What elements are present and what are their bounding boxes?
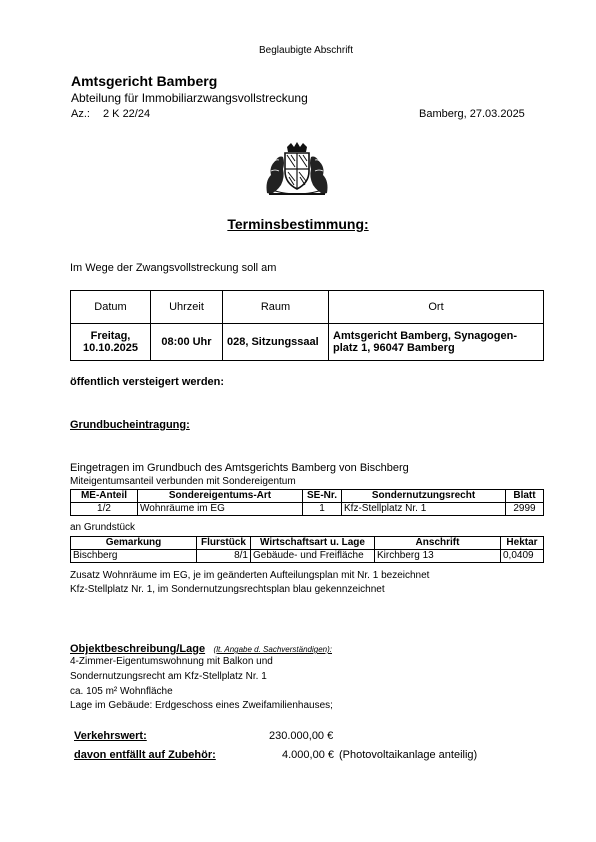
table-row xyxy=(71,503,544,516)
zubehoer-label: davon entfällt auf Zubehör: xyxy=(74,749,216,761)
col-header-place: Ort xyxy=(329,291,544,324)
col-header-time: Uhrzeit xyxy=(151,291,223,324)
cell-blatt: 2999 xyxy=(506,503,544,516)
cell-sondereigentum: Wohnräume im EG xyxy=(138,503,303,516)
col-header-flurstueck: Flurstück xyxy=(197,537,251,550)
cell-flurstueck: 8/1 xyxy=(197,550,251,563)
appointment-room: 028, Sitzungssaal xyxy=(223,324,329,361)
col-header-room: Raum xyxy=(223,291,329,324)
col-header-sondernutzungsrecht: Sondernutzungsrecht xyxy=(342,490,506,503)
cell-hektar: 0,0409 xyxy=(501,550,544,563)
appointment-time: 08:00 Uhr xyxy=(151,324,223,361)
court-department: Abteilung für Immobiliarzwangsvollstreckung xyxy=(71,91,308,105)
file-number-label: Az.: xyxy=(71,108,90,120)
objekt-heading-line xyxy=(70,639,332,657)
grundbuch-heading: Grundbucheintragung: xyxy=(70,419,190,431)
appointment-table-header xyxy=(71,291,544,324)
parcel-table-header xyxy=(71,537,544,550)
col-header-blatt: Blatt xyxy=(506,490,544,503)
objekt-line1: 4-Zimmer-Eigentumswohnung mit Balkon und xyxy=(70,656,273,667)
certified-copy-label: Beglaubigte Abschrift xyxy=(259,45,353,56)
appointment-date xyxy=(71,324,151,361)
zusatz-line1: Zusatz Wohnräume im EG, je im geänderten Aufteilungsplan mit Nr. 1 bezeichnet xyxy=(70,570,430,581)
verkehrswert-label: Verkehrswert: xyxy=(74,730,147,742)
appointment-date-value: 10.10.2025 xyxy=(82,342,139,354)
appointment-table xyxy=(70,290,544,361)
objekt-line3: ca. 105 m² Wohnfläche xyxy=(70,686,173,697)
col-header-se-nr: SE-Nr. xyxy=(303,490,342,503)
document-title: Terminsbestimmung: xyxy=(227,216,369,232)
an-grundstueck-label: an Grundstück xyxy=(70,522,136,533)
objekt-line4: Lage im Gebäude: Erdgeschoss eines Zweifamilienhauses; xyxy=(70,700,333,711)
col-header-gemarkung: Gemarkung xyxy=(71,537,197,550)
parcel-table xyxy=(70,536,544,563)
col-header-date: Datum xyxy=(71,291,151,324)
col-header-sondereigentum: Sondereigentums-Art xyxy=(138,490,303,503)
col-header-wirtschaftsart: Wirtschaftsart u. Lage xyxy=(251,537,375,550)
col-header-me-anteil: ME-Anteil xyxy=(71,490,138,503)
coat-of-arms-seal-icon xyxy=(261,141,333,197)
zubehoer-note: (Photovoltaikanlage anteilig) xyxy=(339,749,478,761)
col-header-anschrift: Anschrift xyxy=(375,537,501,550)
grundbuch-line2: Miteigentumsanteil verbunden mit Sondereigentum xyxy=(70,476,296,487)
appointment-place xyxy=(329,324,544,361)
appointment-place-line2: platz 1, 96047 Bamberg xyxy=(333,342,455,354)
objekt-heading-note: (lt. Angabe d. Sachverständigen): xyxy=(213,645,332,654)
cell-se-nr: 1 xyxy=(303,503,342,516)
cell-wirtschaftsart: Gebäude- und Freifläche xyxy=(251,550,375,563)
ownership-table xyxy=(70,489,544,516)
cell-sondernutzungsrecht: Kfz-Stellplatz Nr. 1 xyxy=(342,503,506,516)
objekt-line2: Sondernutzungsrecht am Kfz-Stellplatz Nr. 1 xyxy=(70,671,267,682)
appointment-weekday: Freitag, xyxy=(90,330,131,342)
intro-text: Im Wege der Zwangsvollstreckung soll am xyxy=(70,262,277,274)
appointment-place-line1: Amtsgericht Bamberg, Synagogen- xyxy=(333,330,517,342)
zusatz-line2: Kfz-Stellplatz Nr. 1, im Sondernutzungsrechtsplan blau gekennzeichnet xyxy=(70,584,385,595)
ownership-table-header xyxy=(71,490,544,503)
file-number: 2 K 22/24 xyxy=(103,108,151,120)
grundbuch-line1: Eingetragen im Grundbuch des Amtsgerichts Bamberg von Bischberg xyxy=(70,462,409,474)
cell-me-anteil: 1/2 xyxy=(71,503,138,516)
col-header-hektar: Hektar xyxy=(501,537,544,550)
verkehrswert-value: 230.000,00 € xyxy=(269,730,334,742)
court-name: Amtsgericht Bamberg xyxy=(71,73,218,89)
appointment-row xyxy=(71,324,544,361)
cell-anschrift: Kirchberg 13 xyxy=(375,550,501,563)
cell-gemarkung: Bischberg xyxy=(71,550,197,563)
table-row xyxy=(71,550,544,563)
zubehoer-value: 4.000,00 € xyxy=(282,749,334,761)
objekt-heading: Objektbeschreibung/Lage xyxy=(70,643,206,655)
place-and-date: Bamberg, 27.03.2025 xyxy=(419,108,525,120)
auction-text: öffentlich versteigert werden: xyxy=(70,376,225,388)
